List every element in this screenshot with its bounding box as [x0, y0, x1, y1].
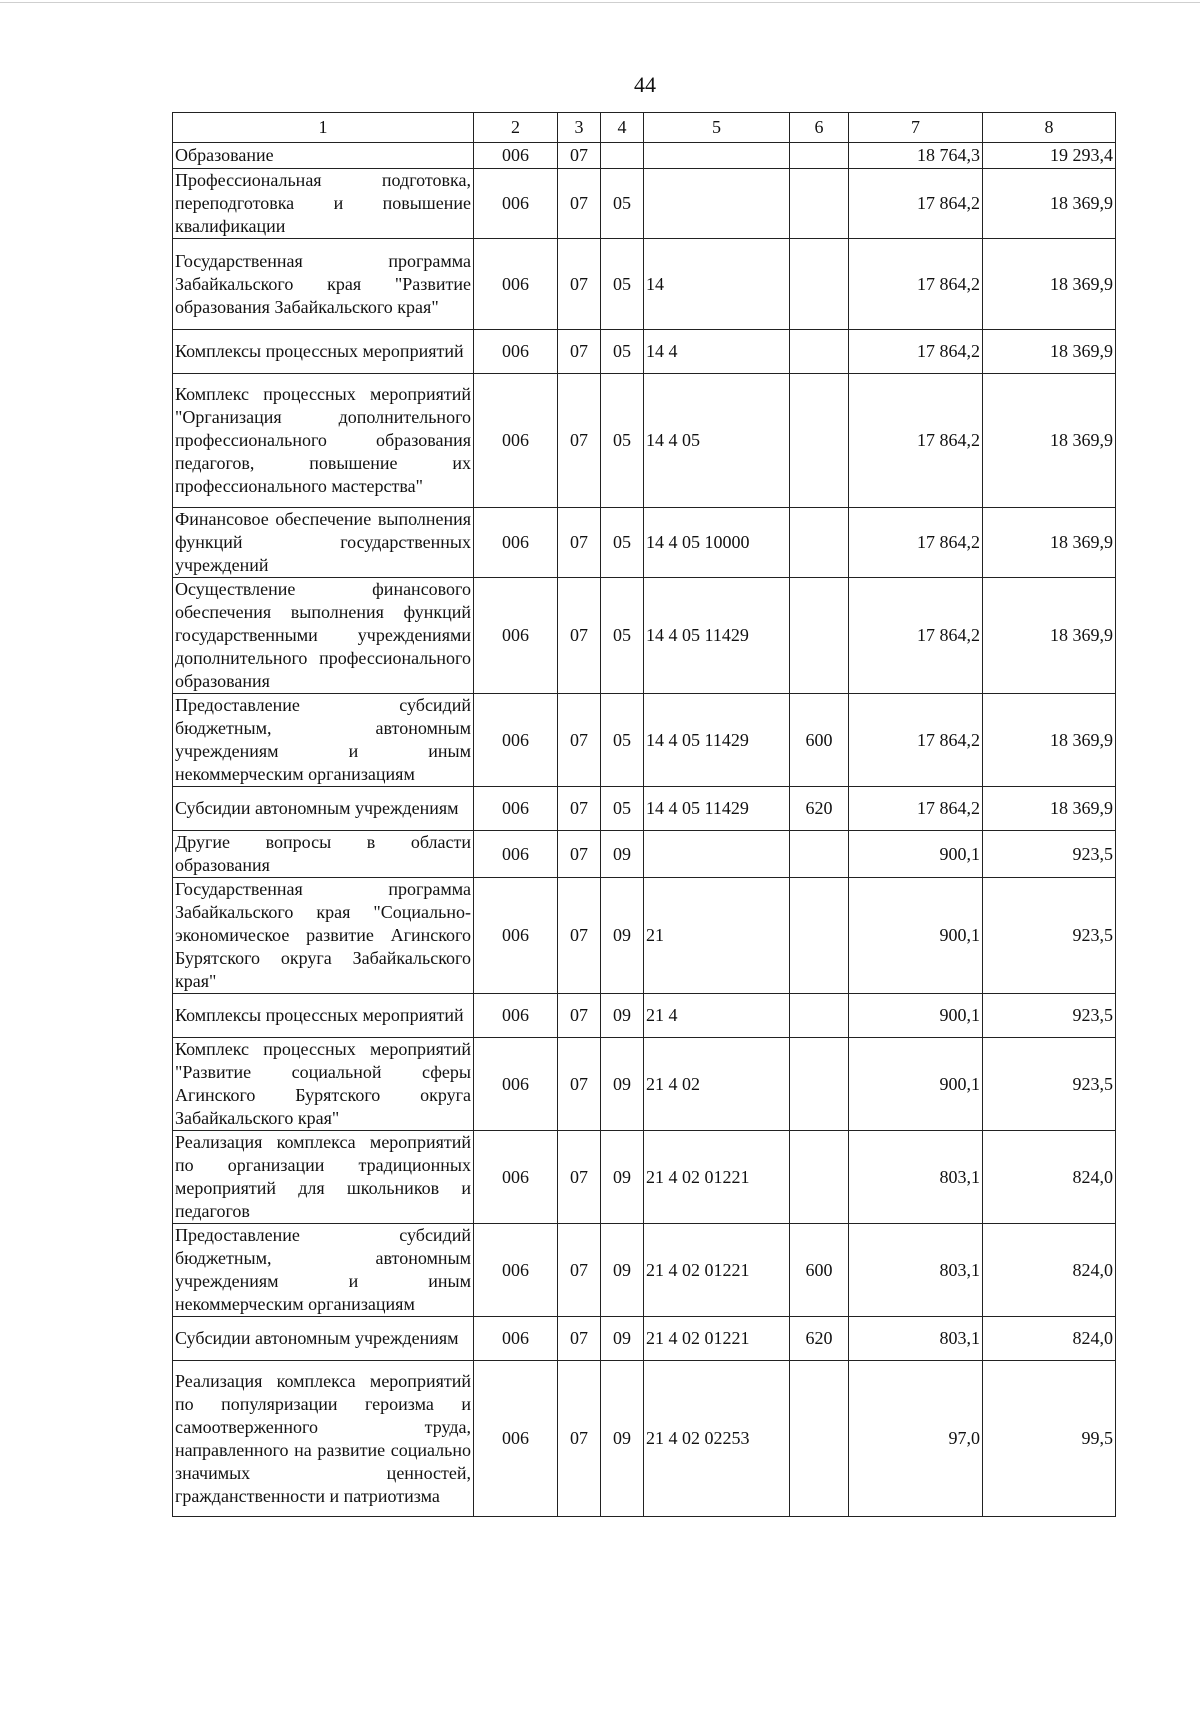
col-header-1: 1 — [173, 113, 474, 143]
row-amount-col7: 18 764,3 — [849, 143, 983, 169]
row-code-section: 07 — [558, 1317, 601, 1361]
row-code-target: 14 — [644, 239, 790, 330]
row-amount-col8: 923,5 — [983, 1038, 1116, 1131]
row-code-section: 07 — [558, 578, 601, 694]
row-amount-col7: 803,1 — [849, 1224, 983, 1317]
row-amount-col8: 18 369,9 — [983, 578, 1116, 694]
row-code-subsection: 09 — [601, 878, 644, 994]
row-amount-col7: 17 864,2 — [849, 169, 983, 239]
table-row — [173, 1038, 1116, 1131]
table-row — [173, 1224, 1116, 1317]
row-code-expense-type — [790, 508, 849, 578]
row-description: Финансовое обеспечение выполнения функций государственных учреждений — [173, 508, 474, 578]
row-code-expense-type — [790, 143, 849, 169]
row-code-expense-type: 620 — [790, 787, 849, 831]
row-code-target: 21 4 02 01221 — [644, 1317, 790, 1361]
row-amount-col8: 18 369,9 — [983, 508, 1116, 578]
row-code-ministry: 006 — [474, 1317, 558, 1361]
row-code-section: 07 — [558, 169, 601, 239]
row-code-ministry: 006 — [474, 1131, 558, 1224]
row-code-section: 07 — [558, 374, 601, 508]
row-amount-col8: 923,5 — [983, 994, 1116, 1038]
row-description: Государственная программа Забайкальского края "Социально-экономическое развитие Агинского Бурятского округа Забайкальского края" — [173, 878, 474, 994]
row-code-target: 21 4 02 01221 — [644, 1224, 790, 1317]
row-code-subsection: 09 — [601, 1131, 644, 1224]
page-edge-line — [0, 2, 1200, 3]
row-code-section: 07 — [558, 239, 601, 330]
row-amount-col8: 18 369,9 — [983, 239, 1116, 330]
row-amount-col8: 824,0 — [983, 1224, 1116, 1317]
col-header-6: 6 — [790, 113, 849, 143]
row-description: Предоставление субсидий бюджетным, автономным учреждениям и иным некоммерческим организациям — [173, 694, 474, 787]
row-code-target: 14 4 — [644, 330, 790, 374]
row-code-target: 14 4 05 11429 — [644, 694, 790, 787]
row-amount-col7: 17 864,2 — [849, 787, 983, 831]
row-code-expense-type — [790, 831, 849, 878]
row-code-ministry: 006 — [474, 239, 558, 330]
table-body — [173, 143, 1116, 1517]
row-code-target: 21 4 02 02253 — [644, 1361, 790, 1517]
row-amount-col8: 923,5 — [983, 831, 1116, 878]
row-code-expense-type: 600 — [790, 694, 849, 787]
table-row — [173, 994, 1116, 1038]
row-code-section: 07 — [558, 1038, 601, 1131]
row-description: Реализация комплекса мероприятий по организации традиционных мероприятий для школьников и педагогов — [173, 1131, 474, 1224]
row-code-section: 07 — [558, 694, 601, 787]
row-code-expense-type — [790, 1131, 849, 1224]
row-code-subsection: 09 — [601, 1038, 644, 1131]
row-code-section: 07 — [558, 1361, 601, 1517]
row-code-target — [644, 143, 790, 169]
row-code-section: 07 — [558, 1131, 601, 1224]
row-amount-col7: 900,1 — [849, 878, 983, 994]
row-description: Образование — [173, 143, 474, 169]
table-row — [173, 169, 1116, 239]
row-code-target: 14 4 05 11429 — [644, 787, 790, 831]
row-amount-col8: 923,5 — [983, 878, 1116, 994]
row-description: Субсидии автономным учреждениям — [173, 1317, 474, 1361]
row-code-expense-type — [790, 374, 849, 508]
row-amount-col7: 17 864,2 — [849, 239, 983, 330]
row-code-ministry: 006 — [474, 787, 558, 831]
table-row — [173, 143, 1116, 169]
row-code-subsection: 05 — [601, 374, 644, 508]
row-code-target — [644, 169, 790, 239]
page-number: 44 — [634, 72, 656, 97]
row-amount-col8: 18 369,9 — [983, 169, 1116, 239]
table-row — [173, 330, 1116, 374]
row-code-subsection: 05 — [601, 508, 644, 578]
row-code-target: 21 4 02 01221 — [644, 1131, 790, 1224]
row-code-section: 07 — [558, 1224, 601, 1317]
row-code-section: 07 — [558, 787, 601, 831]
col-header-5: 5 — [644, 113, 790, 143]
row-amount-col7: 900,1 — [849, 1038, 983, 1131]
col-header-2: 2 — [474, 113, 558, 143]
row-code-target: 14 4 05 — [644, 374, 790, 508]
row-description: Государственная программа Забайкальского края "Развитие образования Забайкальского края" — [173, 239, 474, 330]
row-code-subsection: 05 — [601, 169, 644, 239]
col-header-7: 7 — [849, 113, 983, 143]
row-amount-col7: 17 864,2 — [849, 578, 983, 694]
row-code-expense-type — [790, 330, 849, 374]
row-code-section: 07 — [558, 878, 601, 994]
row-description: Профессиональная подготовка, переподготовка и повышение квалификации — [173, 169, 474, 239]
row-amount-col7: 803,1 — [849, 1317, 983, 1361]
row-code-target: 14 4 05 10000 — [644, 508, 790, 578]
row-code-expense-type — [790, 169, 849, 239]
table-row — [173, 508, 1116, 578]
row-code-ministry: 006 — [474, 878, 558, 994]
row-amount-col7: 900,1 — [849, 831, 983, 878]
row-description: Реализация комплекса мероприятий по популяризации героизма и самоотверженного труда, направленного на развитие социально значимых ценностей, гражданственности и патриотизма — [173, 1361, 474, 1517]
row-code-ministry: 006 — [474, 694, 558, 787]
col-header-8: 8 — [983, 113, 1116, 143]
row-code-ministry: 006 — [474, 330, 558, 374]
table-row — [173, 1317, 1116, 1361]
table-row — [173, 578, 1116, 694]
row-code-target: 21 4 02 — [644, 1038, 790, 1131]
row-code-ministry: 006 — [474, 1224, 558, 1317]
row-amount-col7: 900,1 — [849, 994, 983, 1038]
row-code-expense-type — [790, 239, 849, 330]
row-code-ministry: 006 — [474, 831, 558, 878]
row-code-expense-type — [790, 578, 849, 694]
row-code-ministry: 006 — [474, 169, 558, 239]
row-amount-col8: 99,5 — [983, 1361, 1116, 1517]
table-row — [173, 374, 1116, 508]
row-code-expense-type — [790, 878, 849, 994]
row-amount-col7: 17 864,2 — [849, 508, 983, 578]
row-amount-col8: 19 293,4 — [983, 143, 1116, 169]
row-code-subsection: 05 — [601, 694, 644, 787]
row-code-ministry: 006 — [474, 1361, 558, 1517]
col-header-3: 3 — [558, 113, 601, 143]
row-code-ministry: 006 — [474, 1038, 558, 1131]
col-header-4: 4 — [601, 113, 644, 143]
row-code-expense-type: 600 — [790, 1224, 849, 1317]
row-amount-col8: 824,0 — [983, 1131, 1116, 1224]
row-code-ministry: 006 — [474, 374, 558, 508]
table-row — [173, 787, 1116, 831]
row-code-ministry: 006 — [474, 578, 558, 694]
row-amount-col8: 18 369,9 — [983, 694, 1116, 787]
budget-table — [172, 112, 1116, 1517]
row-description: Предоставление субсидий бюджетным, автономным учреждениям и иным некоммерческим организациям — [173, 1224, 474, 1317]
row-code-subsection: 05 — [601, 578, 644, 694]
row-code-subsection: 05 — [601, 330, 644, 374]
row-description: Другие вопросы в области образования — [173, 831, 474, 878]
row-description: Комплекс процессных мероприятий "Организация дополнительного профессионального образования педагогов, повышение их профессионального мастерства" — [173, 374, 474, 508]
row-code-section: 07 — [558, 330, 601, 374]
table-row — [173, 239, 1116, 330]
row-code-subsection: 09 — [601, 1361, 644, 1517]
row-amount-col8: 18 369,9 — [983, 374, 1116, 508]
row-code-target: 21 4 — [644, 994, 790, 1038]
row-code-ministry: 006 — [474, 508, 558, 578]
row-code-subsection: 05 — [601, 239, 644, 330]
row-description: Комплексы процессных мероприятий — [173, 330, 474, 374]
row-code-section: 07 — [558, 508, 601, 578]
table-row — [173, 1131, 1116, 1224]
row-description: Комплекс процессных мероприятий "Развитие социальной сферы Агинского Бурятского округа Забайкальского края" — [173, 1038, 474, 1131]
row-code-target: 14 4 05 11429 — [644, 578, 790, 694]
row-code-expense-type: 620 — [790, 1317, 849, 1361]
row-code-target — [644, 831, 790, 878]
row-amount-col8: 18 369,9 — [983, 330, 1116, 374]
table-row — [173, 831, 1116, 878]
row-code-expense-type — [790, 1361, 849, 1517]
table-row — [173, 878, 1116, 994]
row-code-section: 07 — [558, 831, 601, 878]
row-code-ministry: 006 — [474, 994, 558, 1038]
row-code-subsection: 09 — [601, 831, 644, 878]
row-code-subsection: 05 — [601, 787, 644, 831]
row-amount-col7: 17 864,2 — [849, 694, 983, 787]
row-description: Осуществление финансового обеспечения выполнения функций государственными учреждениями дополнительного профессионального образования — [173, 578, 474, 694]
row-code-expense-type — [790, 994, 849, 1038]
table-row — [173, 694, 1116, 787]
row-amount-col7: 17 864,2 — [849, 374, 983, 508]
row-code-section: 07 — [558, 994, 601, 1038]
row-description: Субсидии автономным учреждениям — [173, 787, 474, 831]
row-code-subsection: 09 — [601, 1224, 644, 1317]
row-code-expense-type — [790, 1038, 849, 1131]
row-amount-col7: 17 864,2 — [849, 330, 983, 374]
row-code-target: 21 — [644, 878, 790, 994]
row-amount-col7: 803,1 — [849, 1131, 983, 1224]
row-amount-col8: 824,0 — [983, 1317, 1116, 1361]
row-code-subsection: 09 — [601, 994, 644, 1038]
row-amount-col7: 97,0 — [849, 1361, 983, 1517]
table-row — [173, 1361, 1116, 1517]
row-code-subsection — [601, 143, 644, 169]
row-code-subsection: 09 — [601, 1317, 644, 1361]
header-row — [173, 113, 1116, 143]
row-code-ministry: 006 — [474, 143, 558, 169]
row-description: Комплексы процессных мероприятий — [173, 994, 474, 1038]
row-amount-col8: 18 369,9 — [983, 787, 1116, 831]
row-code-section: 07 — [558, 143, 601, 169]
